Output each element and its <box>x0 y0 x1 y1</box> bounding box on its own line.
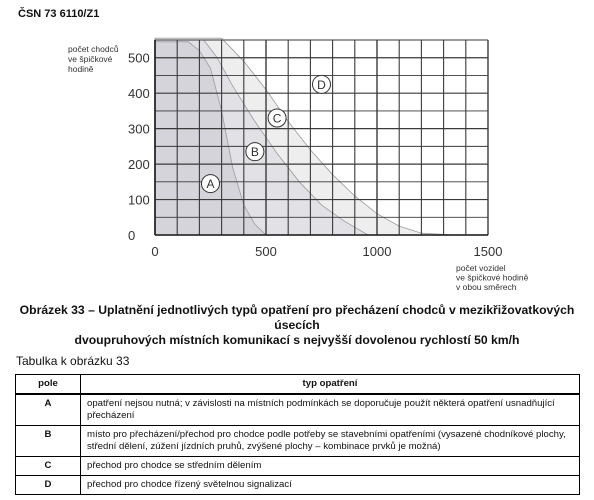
region-marker-label: A <box>206 177 215 192</box>
table-header-row <box>16 375 580 395</box>
region-marker-label: B <box>250 145 259 160</box>
y-tick-label: 100 <box>128 192 150 208</box>
table-title: Tabulka k obrázku 33 <box>16 354 130 368</box>
y-tick-label: 200 <box>128 157 150 173</box>
row-pole: A <box>16 394 81 426</box>
y-axis-label-line: hodině <box>68 64 94 74</box>
x-tick-label: 1500 <box>473 244 503 259</box>
table-row <box>16 457 580 476</box>
x-axis-label-line: ve špičkové hodině <box>456 272 529 283</box>
figure-caption-line-1: Obrázek 33 – Uplatnění jednotlivých typů opatření pro přecházení chodců v mezikřižovatkových úsecích <box>19 303 575 332</box>
document-header: ČSN 73 6110/Z1 <box>18 8 100 20</box>
row-pole: C <box>16 457 81 476</box>
header-pole: pole <box>16 375 81 395</box>
region-marker-label: D <box>317 77 326 92</box>
row-text: přechod pro chodce řízený světelnou signalizací <box>81 476 580 495</box>
header-typ-opatreni: typ opatření <box>81 375 580 395</box>
y-axis-label-line: ve špičkové <box>68 54 113 64</box>
row-text: přechod pro chodce se středním dělením <box>81 457 580 476</box>
x-axis-label-line: v obou směrech <box>456 282 517 292</box>
table-row <box>16 426 580 457</box>
row-pole: D <box>16 476 81 495</box>
x-tick-label: 500 <box>255 244 277 259</box>
x-axis-label-line: počet vozidel <box>456 263 506 273</box>
y-axis-label-line: počet chodců <box>68 44 119 54</box>
row-text: opatření nejsou nutná; v závislosti na místních podmínkách se doporučuje použít některá opatření usnadňující přecházení <box>81 394 580 426</box>
figure-caption-line-2: dvoupruhových místních komunikací s nejvyšší dovolenou rychlostí 50 km/h <box>74 333 520 347</box>
measures-table <box>15 374 580 495</box>
y-tick-label: 300 <box>128 121 150 137</box>
area-chart <box>0 30 594 300</box>
row-pole: B <box>16 426 81 457</box>
table-row <box>16 476 580 495</box>
x-tick-label: 0 <box>151 244 159 259</box>
y-tick-label: 400 <box>128 86 150 102</box>
y-tick-label: 500 <box>128 50 150 66</box>
chart-regions <box>155 38 455 235</box>
x-tick-label: 1000 <box>362 244 392 259</box>
region-marker-label: C <box>272 111 282 126</box>
y-tick-label: 0 <box>128 228 136 243</box>
table-row <box>16 394 580 426</box>
figure-caption <box>14 303 580 348</box>
row-text: místo pro přecházení/přechod pro chodce podle potřeby se stavebními opatřeními (vysazené chodníkové plochy, střední dělení, zúžení jízdních pruhů, zvýšené plochy – kombinace prvků je možná) <box>81 426 580 457</box>
